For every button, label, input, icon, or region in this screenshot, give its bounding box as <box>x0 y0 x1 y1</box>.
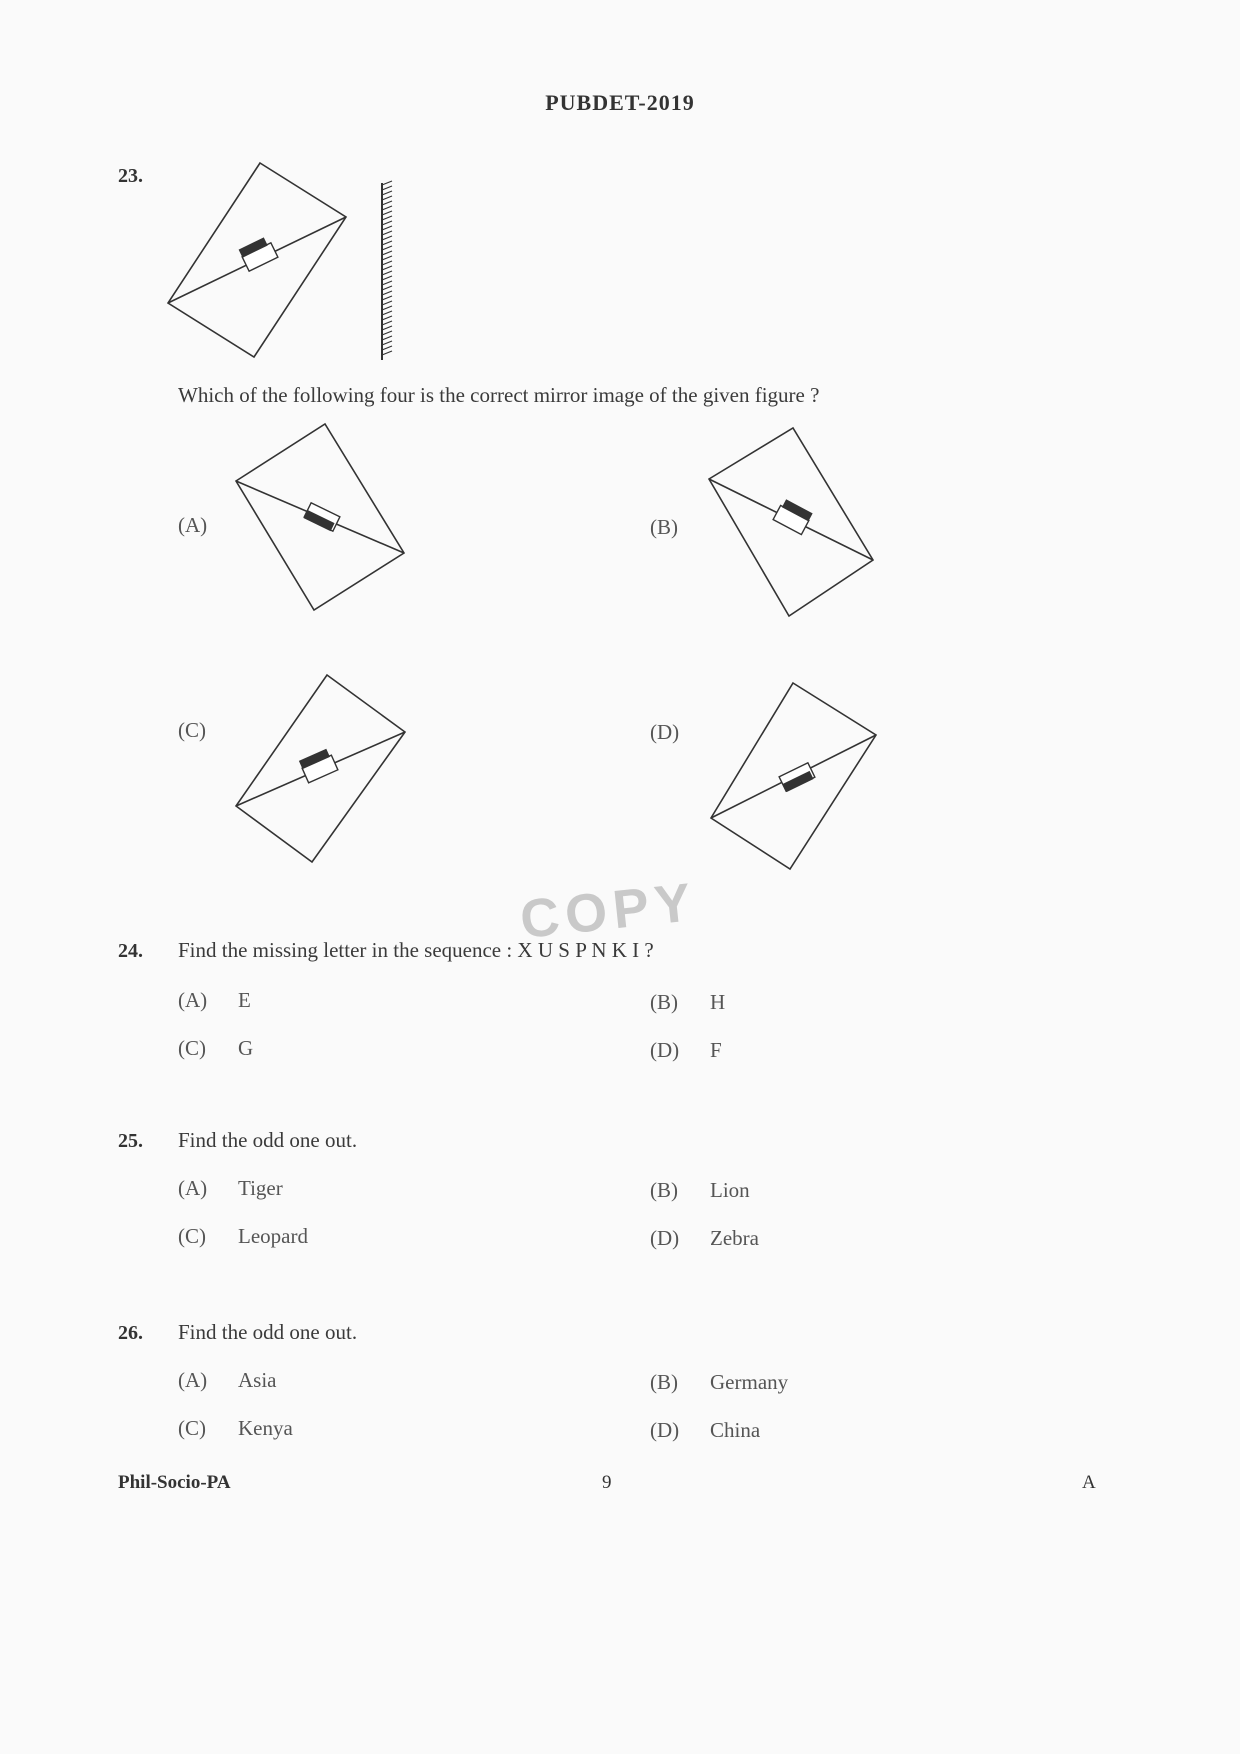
footer-paper-code: Phil-Socio-PA <box>118 1472 231 1493</box>
question-25-option-d[interactable]: (D) Zebra <box>650 1226 759 1250</box>
footer-page-number: 9 <box>602 1472 612 1493</box>
question-23-option-a-label[interactable]: (A) <box>178 513 208 537</box>
question-26-option-a[interactable]: (A) Asia <box>178 1368 277 1392</box>
question-26-number: 26. <box>118 1322 143 1344</box>
question-23-option-d-figure[interactable] <box>708 680 888 880</box>
question-25-option-c[interactable]: (C) Leopard <box>178 1224 308 1248</box>
question-23-option-b-figure[interactable] <box>708 425 888 625</box>
question-25-option-b[interactable]: (B) Lion <box>650 1178 750 1202</box>
question-23-number: 23. <box>118 165 143 187</box>
question-26-option-b[interactable]: (B) Germany <box>650 1370 789 1394</box>
question-25-number: 25. <box>118 1130 143 1152</box>
question-24-option-c[interactable]: (C) G <box>178 1036 254 1060</box>
question-23-option-c-figure[interactable] <box>235 672 415 872</box>
question-23-option-b-label[interactable]: (B) <box>650 515 678 539</box>
question-26-option-d[interactable]: (D) China <box>650 1418 761 1442</box>
question-26-option-c[interactable]: (C) Kenya <box>178 1416 293 1440</box>
question-23-given-figure <box>170 155 410 365</box>
question-25-text: Find the odd one out. <box>178 1128 358 1152</box>
question-24-option-d[interactable]: (D) F <box>650 1038 722 1062</box>
question-24-option-b[interactable]: (B) H <box>650 990 726 1014</box>
question-23-option-c-label[interactable]: (C) <box>178 718 206 742</box>
question-23-text: Which of the following four is the correct mirror image of the given figure ? <box>178 383 820 407</box>
question-23-option-d-label[interactable]: (D) <box>650 720 680 744</box>
footer-set-letter: A <box>1082 1472 1096 1493</box>
question-24-number: 24. <box>118 940 143 962</box>
question-24-text: Find the missing letter in the sequence : X U S P N K I ? <box>178 938 654 962</box>
question-24-option-a[interactable]: (A) E <box>178 988 251 1012</box>
question-23-option-a-figure[interactable] <box>235 420 415 620</box>
copy-stamp: COPY <box>517 871 700 951</box>
question-25-option-a[interactable]: (A) Tiger <box>178 1176 283 1200</box>
question-26-text: Find the odd one out. <box>178 1320 358 1344</box>
page-header: PUBDET-2019 <box>545 90 695 115</box>
